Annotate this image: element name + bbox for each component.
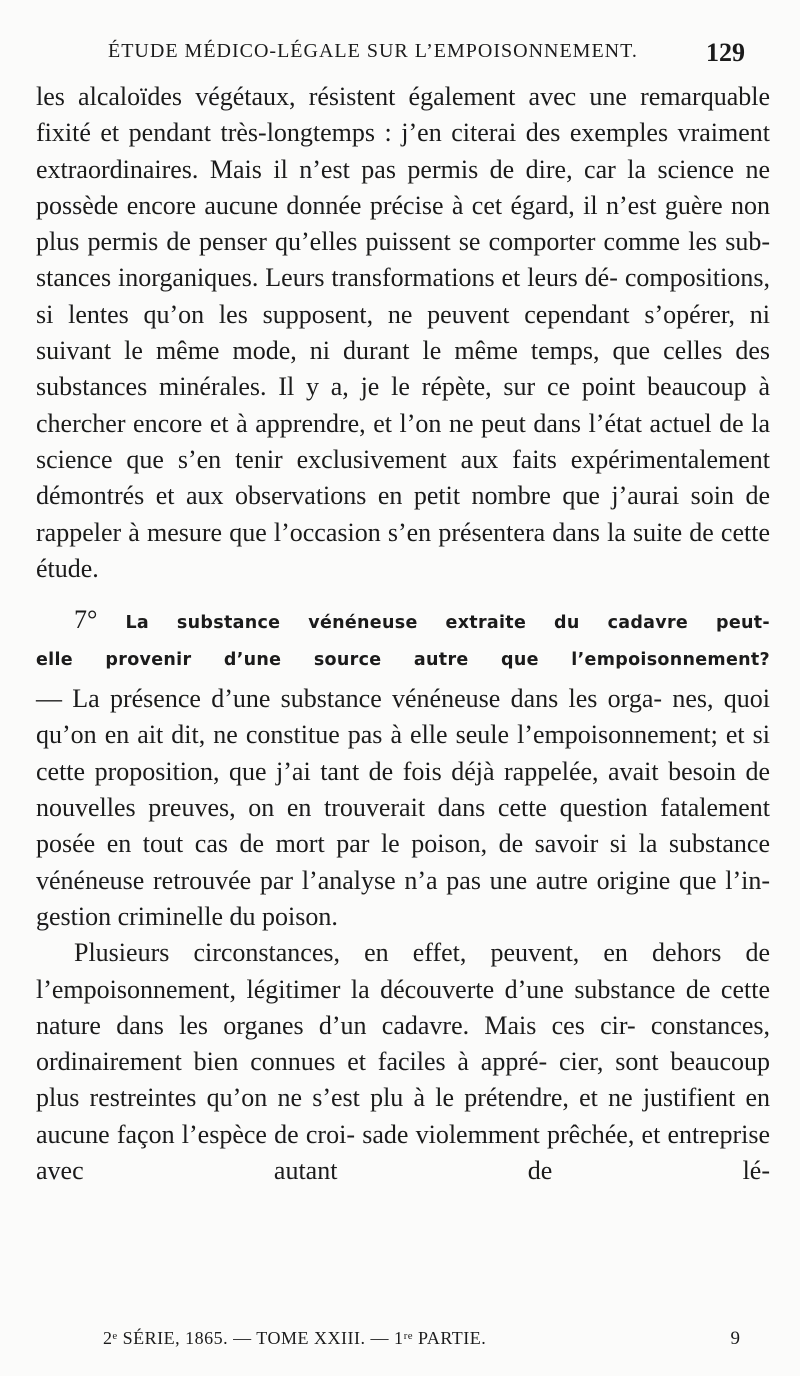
page-footer (103, 1328, 740, 1356)
page-number: 129 (706, 38, 745, 67)
page-body (36, 79, 770, 1189)
text-line: nes, quoi qu’on en ait dit, ne constitue pas à elle seule (36, 684, 771, 750)
text-line: donnée précise à cet égard, il n’est guère non plus permis (36, 190, 771, 257)
text-line: fois déjà rappelée, avait besoin de nouvelles preuves, on en (36, 756, 770, 823)
section-heading (36, 587, 770, 681)
text-line: cependant s’opérer, ni suivant le même mode, ni durant le (36, 299, 771, 366)
section-number: 7° (74, 605, 98, 635)
text-line: l’empoisonnement, légitimer la découverte d’une substance (36, 974, 676, 1004)
text-line: l’empoisonnement; et si cette proposition, que j’ai tant de (36, 720, 770, 786)
text-line: de cette nature dans les organes d’un cadavre. Mais ces cir- (36, 974, 771, 1040)
running-head: ÉTUDE MÉDICO-LÉGALE SUR L’EMPOISONNEMENT. (108, 40, 638, 62)
footer-series-line: 2ᵉ SÉRIE, 1865. — TOME XXIII. — 1ʳᵉ PARTIE. (103, 1328, 487, 1348)
section-heading-line-1 (36, 603, 770, 640)
text-line: stances inorganiques. Leurs transformations et leurs dé- (36, 263, 618, 293)
text-line: apprendre, et l’on ne peut dans l’état actuel de la science (36, 408, 770, 474)
text-line: soin de rappeler à mesure que l’occasion s’en présentera (36, 481, 770, 547)
text-line: démontrés et aux observations en petit nombre que j’aurai (36, 481, 680, 511)
section-heading-line-2 (36, 640, 770, 677)
text-line: les alcaloïdes végétaux, résistent également avec une (36, 82, 627, 111)
text-line: même temps, que celles des substances minérales. Il y a, (36, 336, 771, 402)
text-line: dans la suite de cette étude. (36, 517, 770, 583)
text-line: Plusieurs circonstances, en effet, peuvent, en dehors de (74, 938, 770, 968)
text-line: retrouvée par l’analyse n’a pas une autre origine que l’in- (153, 865, 771, 895)
text-line: trouverait dans cette question fatalement posée en tout cas (36, 793, 770, 859)
text-line: prétendre, et ne justifient en aucune façon l’espèce de croi- (36, 1083, 770, 1149)
paragraph-2 (36, 681, 770, 935)
text-line: gestion criminelle du poison. (36, 901, 338, 931)
text-line: constances, ordinairement bien connues et faciles à appré- (36, 1010, 770, 1077)
text-line: — La présence d’une substance vénéneuse dans les orga- (36, 684, 663, 714)
text-line: des exemples vraiment extraordinaires. Mais il n’est pas (36, 118, 771, 184)
page-header (108, 38, 745, 68)
signature-mark: 9 (730, 1328, 740, 1349)
paragraph-1 (36, 79, 770, 587)
section-title-part-2: elle provenir d’une source autre que l’empoisonnement? (36, 650, 770, 671)
text-line: compositions, si lentes qu’on les supposent, ne peuvent (36, 263, 770, 329)
text-line: permis de dire, car la science ne possède encore aucune (36, 154, 770, 220)
text-line: cier, sont beaucoup plus restreintes qu’on ne s’est plu à le (36, 1047, 770, 1113)
text-line: que s’en tenir exclusivement aux faits expérimentalement (126, 444, 771, 474)
text-line: je le répète, sur ce point beaucoup à chercher encore et à (36, 372, 771, 438)
section-title-part-1: La substance vénéneuse extraite du cadavre peut- (125, 613, 770, 634)
text-line: remarquable fixité et pendant très-longtemps : j’en citerai (36, 82, 771, 148)
text-line: de mort par le poison, de savoir si la substance vénéneuse (36, 829, 771, 895)
text-line: de penser qu’elles puissent se comporter comme les sub- (166, 227, 770, 257)
paragraph-3 (36, 935, 770, 1189)
text-line: sade violemment prêchée, et entreprise avec autant de lé- (36, 1119, 771, 1186)
